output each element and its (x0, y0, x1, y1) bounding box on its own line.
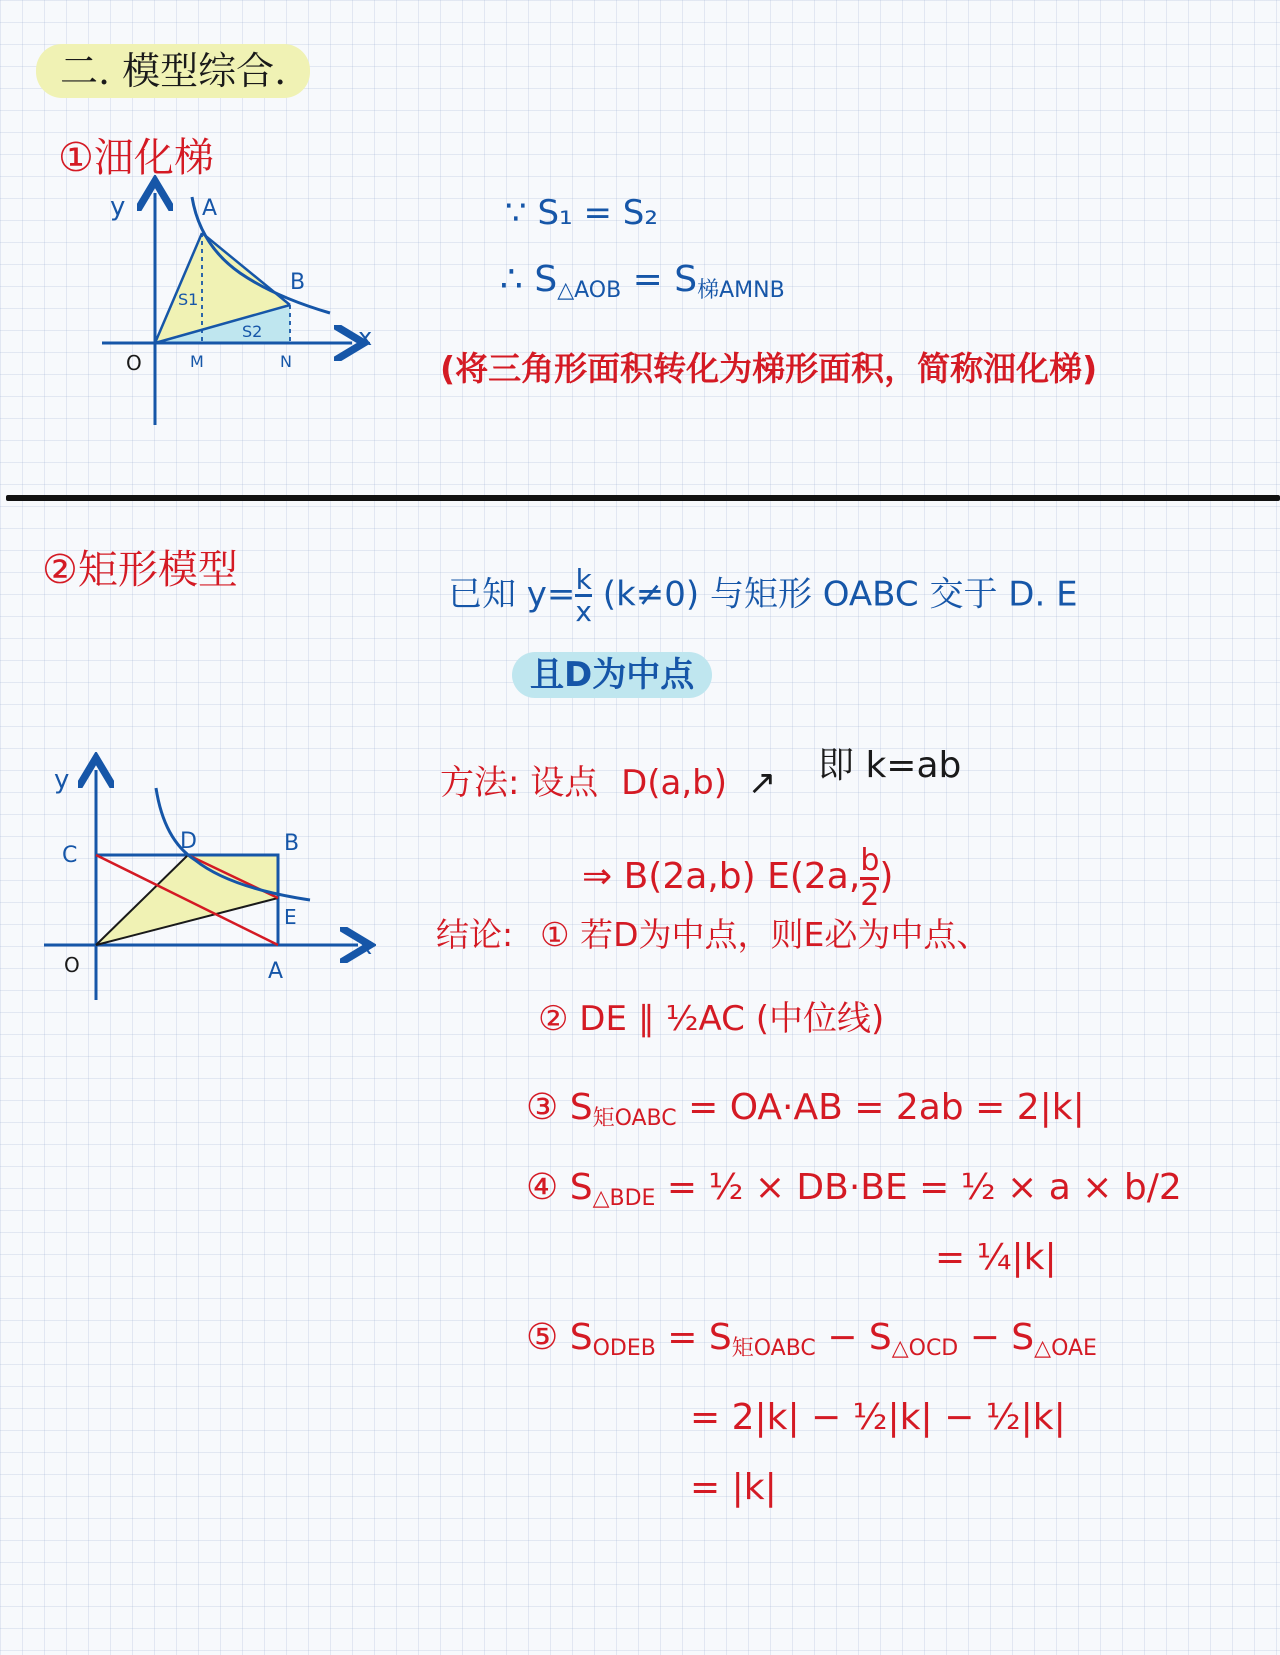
label-s2: S2 (242, 322, 263, 341)
label-c: C (62, 843, 78, 868)
method-result: 即 k=ab (818, 745, 962, 786)
rectangle-model-graph (40, 760, 380, 1005)
part2-title: ②矩形模型 (42, 547, 238, 593)
label-o: O (64, 953, 80, 977)
section-title: 二. 模型综合. (36, 44, 310, 98)
label-m: M (190, 352, 204, 371)
label-y: y (54, 765, 70, 795)
conclusion-1: ① 若D为中点，则E必为中点、 (540, 915, 990, 954)
given-statement: 已知 $y=\frac{k}{x}$ (k≠0) 与矩形 OABC 交于 D. E (448, 563, 1078, 629)
conclusion-5: ⑤ $S_{ODEB} = S_{矩OABC} - S_{\triangle OCD} - S_{\triangle OAE}$ (526, 1317, 1097, 1361)
label-n: N (280, 352, 292, 371)
conclusion-label: 结论: (436, 915, 514, 954)
label-d: D (180, 829, 197, 854)
label-b: B (290, 270, 306, 295)
label-s1: S1 (178, 290, 199, 309)
label-y: y (110, 192, 126, 222)
part1-title: ①沺化梯 (58, 135, 214, 181)
conclusion-5-step: = 2|k| − ½|k| − ½|k| (690, 1397, 1066, 1438)
label-b: B (284, 831, 300, 856)
equal-areas-statement: ∵ S₁ = S₂ (505, 193, 658, 233)
label-o: O (126, 351, 142, 375)
label-a: A (202, 196, 218, 221)
conclusion-3: ③ $S_{矩OABC} = OA\cdot AB = 2ab = 2|k|$ (526, 1087, 1085, 1131)
midpoint-highlight: 且D为中点 (512, 652, 712, 698)
label-e: E (284, 905, 297, 929)
conclusion-4-result: = ¼|k| (935, 1237, 1057, 1278)
triangle-trapezoid-graph (90, 185, 400, 430)
section-divider (6, 495, 1280, 501)
label-x: x (358, 323, 373, 351)
coordinates-line: ⇒ B(2a,b) $E(2a,\frac{b}{2}$ ) (582, 843, 894, 913)
label-x: x (358, 932, 373, 960)
conclusion-2: ② DE ∥ ½AC (中位线) (538, 999, 885, 1039)
conclusion-4: ④ $S_{\triangle BDE}$ = ½ × DB·BE = ½ × a × b/2 (526, 1167, 1182, 1211)
label-a: A (268, 959, 284, 984)
conversion-note: (将三角形面积转化为梯形面积，简称沺化梯) (440, 349, 1098, 388)
area-equivalence: ∴ $S_{\triangle AOB} = S_{梯AMNB}$ (500, 259, 785, 303)
method-line: 方法: 设点 D(a,b) ↗ (440, 763, 777, 803)
conclusion-5-result: = |k| (690, 1467, 777, 1508)
